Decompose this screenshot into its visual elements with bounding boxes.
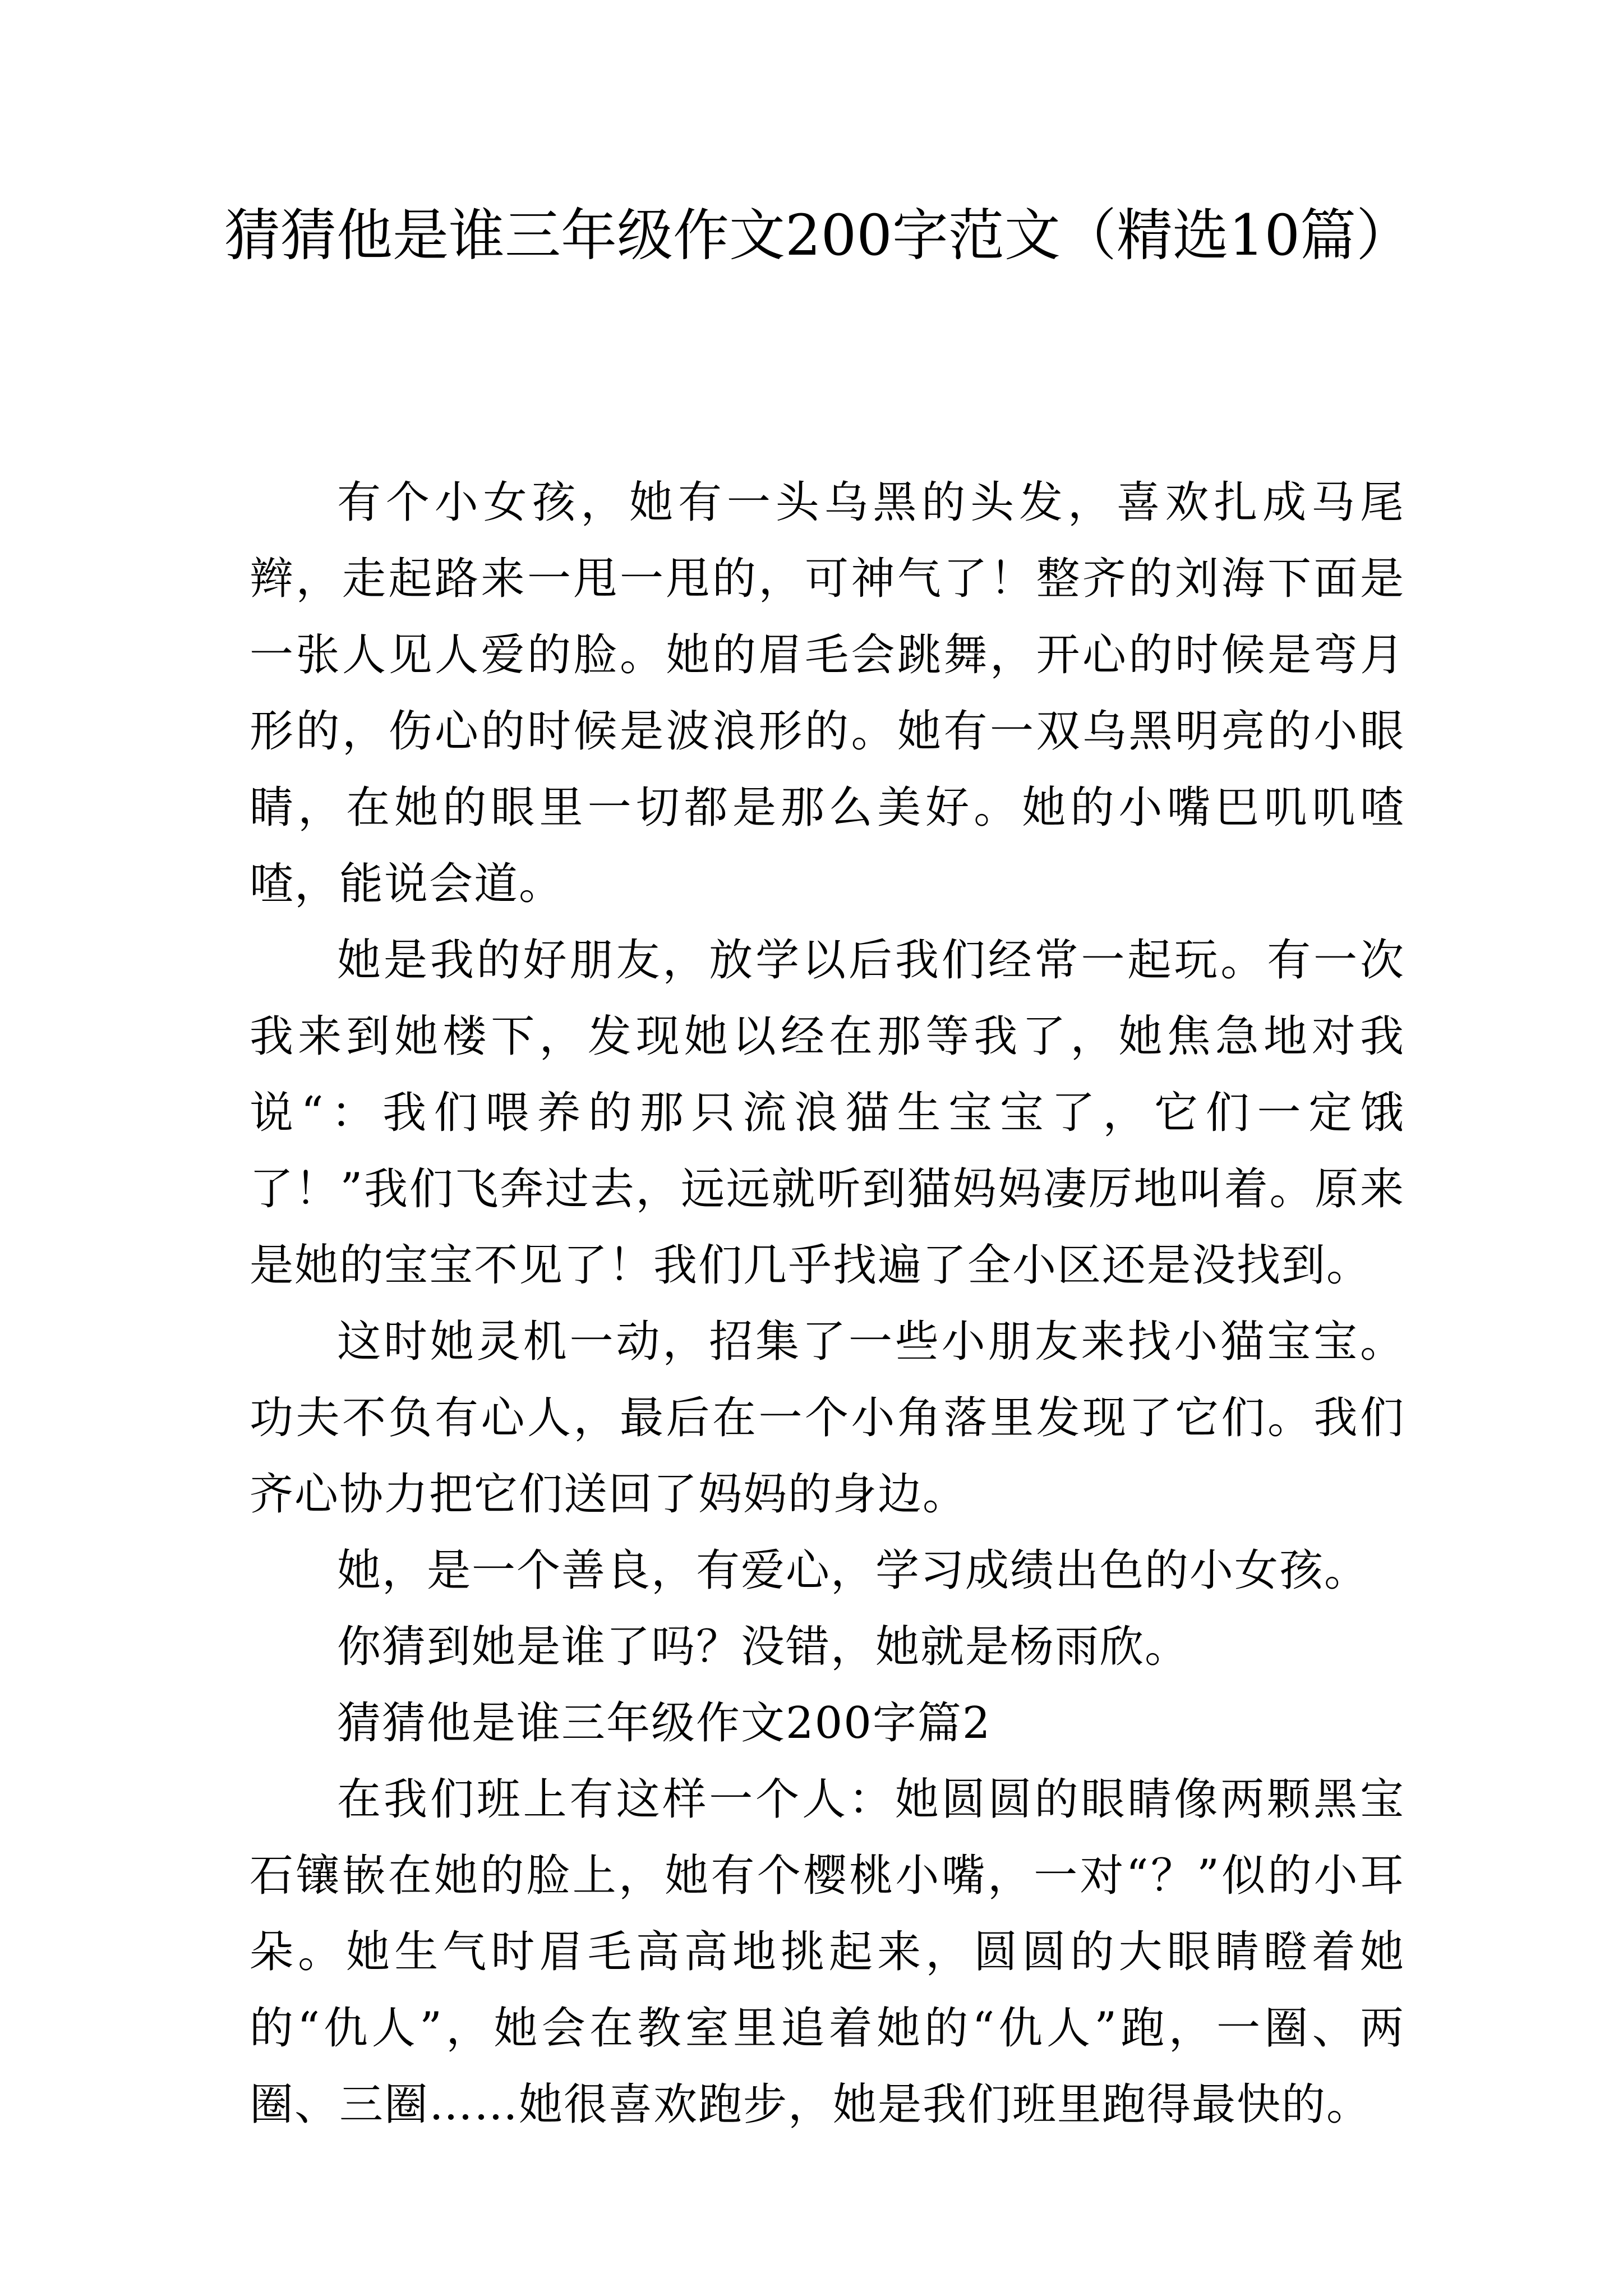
paragraph: 你猜到她是谁了吗？没错，她就是杨雨欣。	[337, 1622, 1190, 1672]
document-title: 猜猜他是谁三年级作文200字范文（精选10篇）	[224, 203, 1413, 268]
paragraph: 这时她灵机一动，招集了一些小朋友来找小猫宝宝。功夫不负有心人，最后在一个小角落里发现了它们。我们齐心协力把它们送回了妈妈的身边。	[250, 1317, 1405, 1520]
paragraph: 在我们班上有这样一个人：她圆圆的眼睛像两颗黑宝石镶嵌在她的脸上，她有个樱桃小嘴，一对“？”似的小耳朵。她生气时眉毛高高地挑起来，圆圆的大眼睛瞪着她的“仇人”，她会在教室里追着她的“仇人”跑，一圈、两圈、三圈……她很喜欢跑步，她是我们班里跑得最快的。	[250, 1774, 1405, 2130]
document-body	[250, 464, 1405, 2143]
section-heading: 猜猜他是谁三年级作文200字篇2	[337, 1698, 992, 1749]
paragraph: 有个小女孩，她有一头乌黑的头发，喜欢扎成马尾辫，走起路来一甩一甩的，可神气了！整齐的刘海下面是一张人见人爱的脸。她的眉毛会跳舞，开心的时候是弯月形的，伤心的时候是波浪形的。她有一双乌黑明亮的小眼睛，在她的眼里一切都是那么美好。她的小嘴巴叽叽喳喳，能说会道。	[250, 477, 1405, 909]
paragraph: 她，是一个善良，有爱心，学习成绩出色的小女孩。	[337, 1545, 1370, 1596]
paragraph: 她是我的好朋友，放学以后我们经常一起玩。有一次我来到她楼下，发现她以经在那等我了，她焦急地对我说“：我们喂养的那只流浪猫生宝宝了，它们一定饿了！”我们飞奔过去，远远就听到猫妈妈凄厉地叫着。原来是她的宝宝不见了！我们几乎找遍了全小区还是没找到。	[250, 935, 1405, 1291]
